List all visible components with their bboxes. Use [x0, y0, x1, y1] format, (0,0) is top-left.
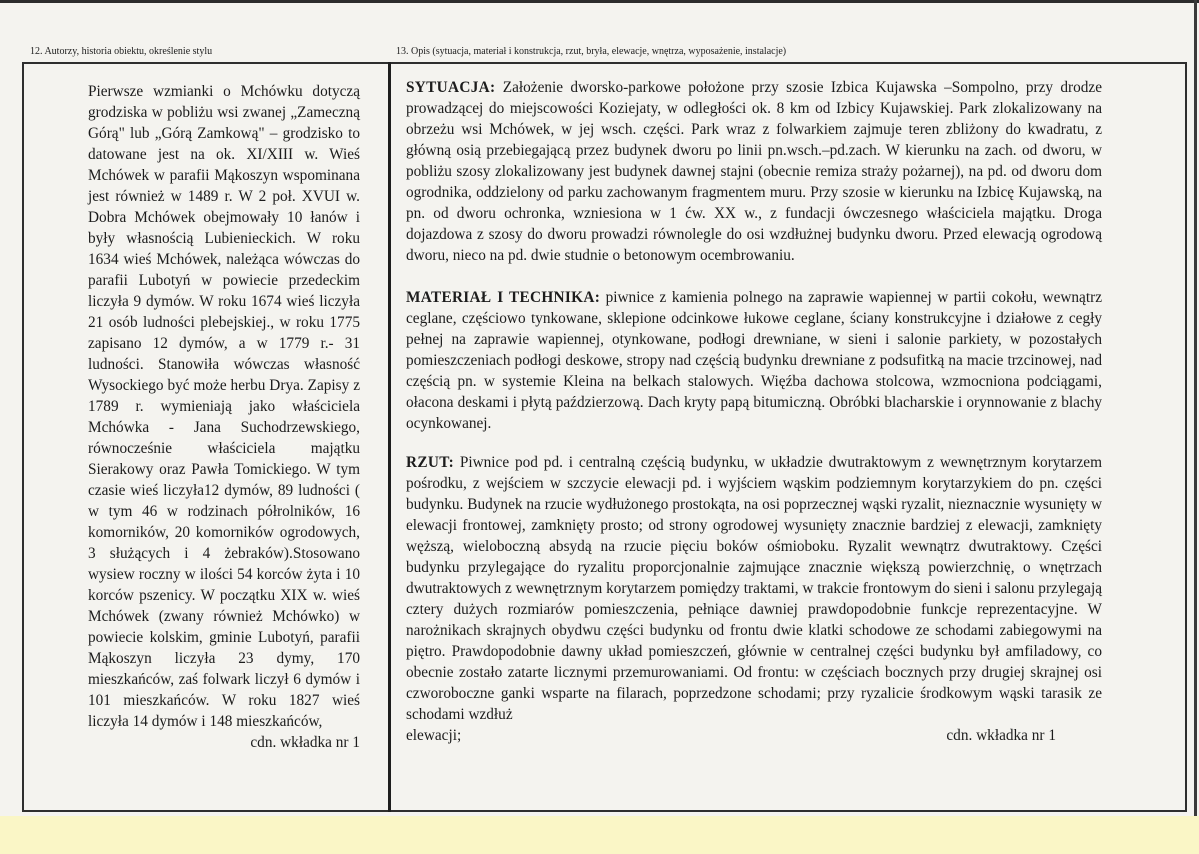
- history-continuation-row: [88, 732, 360, 753]
- material-text: piwnice z kamienia polnego na zaprawie wapiennej w partii cokołu, wewnątrz ceglane, częściowo tynkowane, sklepione odcinkowe łukowe ceglane, ściany konstrukcyjne i działowe z cegły pełnej na zaprawie wapiennej, otynkowane, podłogi drewniane, w sieni i salonie parkiety, w pozostałych pomieszczeniach podłogi deskowe, stropy nad częścią budynku drewniane z podsufitką na macie trzcinowej, nad częścią pn. w systemie Kleina na belkach stalowych. Więźba dachowa stolcowa, wzmocniona podciągami, ołacona deskami i płytą paździerzową. Dach kryty papą bitumiczną. Obróbki blacharskie i orynnowanie z blachy ocynkowanej.: [406, 289, 1102, 432]
- sytuacja-text: Założenie dworsko-parkowe położone przy szosie Izbica Kujawska –Sompolno, przy drodze prowadzącej do miejscowości Koziejaty, w odległości ok. 8 km od Izbicy Kujawskiej. Park zlokalizowany na obrzeżu wsi Mchówek, w jej wsch. części. Park wraz z folwarkiem zajmuje teren zbliżony do kwadratu, z główną osią przebiegającą przez budynek dworu po linii pn.wsch.–pd.zach. W kierunku na zach. od dworu, w pobliżu szosy zlokalizowany jest budynek dawnej stajni (obecnie remiza straży pożarnej), na pd. od dworu dom ogrodnika, oddzielony od parku zachowanym fragmentem muru. Przy szosie w kierunku na Izbicę Kujawską, na pn. od dworu ochronka, wzniesiona w 1 ćw. XX w., z fundacji ówczesnego właściciela majątku. Droga dojazdowa z szosy do dworu prowadzi równolegle do osi wzdłużnej budynku dworu. Przed elewacją ogrodową dworu, nieco na pd. dwie studnie o betonowym ocembrowaniu.: [406, 79, 1102, 264]
- frame-right-line: [1185, 62, 1187, 812]
- sytuacja-heading: SYTUACJA:: [406, 79, 496, 96]
- frame-top-line: [22, 62, 1187, 64]
- sytuacja-paragraph: [406, 77, 1102, 266]
- rzut-text: Piwnice pod pd. i centralną częścią budynku, w układzie dwutraktowym z wewnętrznym korytarzem pośrodku, z wejściem w szczycie elewacji pd. i wyjściem wąskim podziemnym korytarzykiem do pn. części budynku. Budynek na rzucie wydłużonego prostokąta, na osi poprzecznej wąski ryzalit, nieznacznie wysunięty w elewacji frontowej, zamknięty prosto; od strony ogrodowej wysunięty znacznie bardziej z elewacji, zamknięty węższą, wieloboczną absydą na rzucie pięciu boków ośmioboku. Ryzalit wewnątrz dwutraktowy. Części budynku przylegające do ryzalitu proporcjonalnie zajmujące znacznie większą powierzchnię, o wnętrzach dwutraktowych z wewnętrznym korytarzem pomiędzy traktami, w trakcie frontowym do sieni i salonu przylegają cztery dużych rozmiarów pomieszczenia, pełniące dawniej prawdopodobnie funkcje reprezentacyjne. W narożnikach skrajnych obydwu części budynku od frontu dwie klatki schodowe ze schodami zabiegowymi na piętro. Prawdopodobnie dawny układ pomieszczeń, głównie w centralnej części budynku był amfiladowy, co obecnie zostało zatarte licznymi przemurowaniami. Od frontu: w częściach bocznych przy drugiej skrajnej osi czworoboczne ganki wsparte na filarach, poprzedzone schodami; przy ryzalicie środkowym wąski tarasik ze schodami wzdłuż: [406, 454, 1102, 723]
- description-column: [406, 77, 1102, 746]
- material-heading: MATERIAŁ I TECHNIKA:: [406, 289, 601, 306]
- top-edge: [0, 0, 1199, 3]
- right-section-header: 13. Opis (sytuacja, materiał i konstrukcja, rzut, bryła, elewacje, wnętrza, wyposażenie, instalacje): [396, 46, 787, 57]
- frame-bottom-line: [22, 810, 1187, 812]
- column-divider: [388, 62, 391, 812]
- history-text: Pierwsze wzmianki o Mchówku dotyczą grodziska w pobliżu wsi zwanej „Zameczną Górą" lub „Górą Zamkową" – grodzisko to datowane jest na ok. XI/XIII w. Wieś Mchówek w parafii Mąkoszyn wspominana jest również w 1489 r. W 2 poł. XVUI w. Dobra Mchówek obejmowały 10 łanów i były własnością Lubienieckich. W roku 1634 wieś Mchówek, należąca wówczas do parafii Lubotyń w powiecie przedeckim liczyła 9 dymów. W roku 1674 wieś liczyła 21 osób ludności plebejskiej., w roku 1775 zapisano 12 dymów, a w 1779 r.- 31 ludności. Stanowiła wówczas własność Wysockiego być może herbu Drya. Zapisy z 1789 r. wymieniają jako właściciela Mchówka - Jana Suchodrzewskiego, równocześnie właściciela majątku Sierakowy oraz Pawła Tomickiego. W tym czasie wieś liczyła12 dymów, 89 ludności ( w tym 46 w rodzinach półrolników, 16 komorników, 20 komorników ogrodowych, 3 służących i 4 żebraków).Stosowano wysiew roczny w ilości 54 korców żyta i 10 korców pszenicy. W początku XIX w. wieś Mchówek (zwany również Mchówko) w powiecie kolskim, gminie Lubotyń, parafii Mąkoszyn liczyła 23 dymy, 170 mieszkańców, zaś folwark liczył 6 dymów i 101 mieszkańców. W roku 1827 wieś liczyła 14 dymów i 148 mieszkańców,: [88, 83, 360, 730]
- rzut-heading: RZUT:: [406, 454, 454, 471]
- history-continuation: cdn. wkładka nr 1: [250, 734, 360, 751]
- right-edge: [1194, 0, 1197, 854]
- left-section-header: 12. Autorzy, historia obiektu, określenie stylu: [30, 46, 213, 57]
- history-column: [88, 81, 360, 753]
- material-paragraph: [406, 287, 1102, 434]
- yellow-band: [0, 816, 1199, 854]
- rzut-continuation: cdn. wkładka nr 1: [946, 727, 1056, 744]
- rzut-continuation-row: [406, 725, 1102, 746]
- rzut-last-line: elewacji;: [406, 727, 462, 744]
- frame-left-line: [22, 62, 24, 812]
- rzut-paragraph: [406, 452, 1102, 725]
